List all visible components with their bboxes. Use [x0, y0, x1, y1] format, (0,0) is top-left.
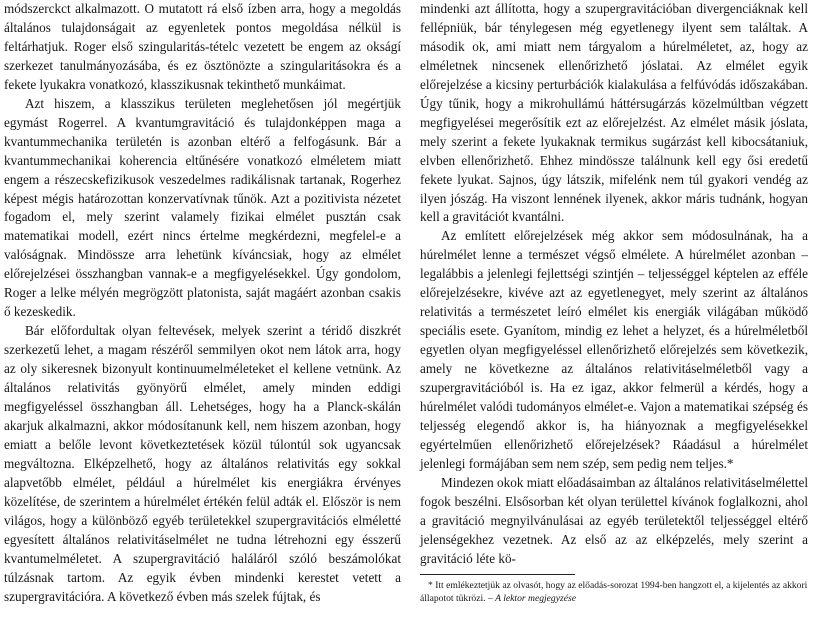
paragraph: Az említett előrejelzések még akkor sem módosulnának, ha a húrelmélet lenne a természet végső elmélete. A húrelmélet azonban – legalábbis a jelenlegi fejlettségi szintjén – teljességgel képtelen az efféle előrejelzésekre, kivéve azt az egyetlenegyet, mely szerint az általános relativitás a természetet leíró elmélet kis energiák világában működő speciális esete. Gyanítom, mindig ez lehet a helyzet, és a húrelméletből egyetlen olyan megfigyeléssel ellenőrizhető előrejelzés sem következik, amely ne következne az általános relativitáselméletből vagy a szupergravitációból is. Ha ez igaz, akkor felmerül a kérdés, hogy a húrelmélet valódi tudományos elmélet-e. Vajon a matematikai szépség és teljesség elegendő akkor is, ha hiányoznak a megfigyelésekkel egyértelműen ellenőrizhető előrejelzések? Ráadásul a húrelmélet jelenlegi formájában sem nem szép, sem pedig nem teljes.* — [420, 228, 808, 471]
paragraph: mindenki azt állította, hogy a szupergravitációban divergenciáknak kell fellépniük, bár ténylegesen még egyetlenegy ilyent sem találtak. A második ok, ami miatt nem tárgyalom a húrelméletet, az, hogy az elméletnek nincsenek ellenőrizhető jóslatai. Az elmélet egyik előrejelzése a kicsiny perturbációk kialakulása a felfúvódás időszakában. Úgy tűnik, hogy a mikrohullámú háttérsugárzás közelmúltban végzett megfigyelései megerősítik ezt az előrejelzést. Az elmélet másik jóslata, mely szerint a fekete lyukaknak termikus sugárzást kell kibocsátaniuk, elvben ellenőrizhető. Ehhez mindössze találnunk kell egy ősi eredetű fekete lyukat. Sajnos, úgy látszik, mifelénk nem túl gyakori vendég az ilyen jószág. Ha viszont lennének ilyenek, akkor máris tudnánk, hogyan kell a gravitációt kvantálni. — [420, 1, 808, 225]
right-text-column — [420, 0, 808, 605]
left-text-column — [4, 0, 401, 607]
footnote-divider — [420, 574, 575, 575]
footnote — [420, 579, 808, 606]
footnote-text: * Itt emlékeztetjük az olvasót, hogy az előadás-sorozat 1994-ben hangzott el, a kijelentés az akkori állapotot tükrözi. – — [420, 579, 808, 604]
paragraph: Mindezen okok miatt előadásaimban az általános relativitáselmélettel fogok beszélni. Elsősorban két olyan területtel kívánok foglalkozni, ahol a gravitáció megnyilvánulásai az egyéb területektől teljességgel eltérő jelenségekhez vezetnek. Az első az az elképzelés, mely szerint a gravitáció léte kö- — [420, 474, 808, 566]
paragraph: Azt hiszem, a klasszikus területen meglehetősen jól megértjük egymást Rogerrel. A kvantumgravitáció és tulajdonképpen maga a kvantummechanika területén is azonban eltérő a felfogásunk. Bár a kvantummechanikai koherencia eltűnésére vonatkozó elméletem miatt engem a részecskefizikusok veszedelmes radikálisnak tartanak, Rogerhez képest mégis határozottan konzervatívnak tűnök. Azt a pozitivista nézetet fogadom el, mely szerint valamely fizikai elmélet pusztán csak matematikai modell, ezért nincs értelme megkérdezni, megfelel-e a valóságnak. Mindössze arra lehetünk kíváncsiak, hogy az elmélet előrejelzései összhangban vannak-e a megfigyelésekkel. Úgy gondolom, Roger a lelke mélyén megrögzött platonista, saját magáért azonban csakis ő kezeskedik. — [4, 95, 401, 320]
footnote-credit: A lektor megjegyzése — [495, 593, 576, 604]
paragraph: módszerckct alkalmazott. O mutatott rá első ízben arra, hogy a megoldás általános tulajdonságait az egyenletek pontos megoldása nélkül is feltárhatjuk. Roger első szingularitás-tételc vezetett be engem az okságí szerkezet tanulmányozásába, és ez ösztönözte a szingularitásokra és a fekete lyukakra vonatkozó, klasszikusnak tekinthető munkáimat. — [4, 1, 401, 92]
paragraph: Bár előfordultak olyan feltevések, melyek szerint a téridő diszkrét szerkezetű lehet, a magam részéről semmilyen okot nem látok arra, hogy az oly sikeresnek bizonyult kontinuumelméleteket el kellene vetnünk. Az általános relativitás gyönyörű elmélet, amely minden eddigi megfigyeléssel összhangban áll. Lehetséges, hogy ha a Planck-skálán akarjuk alkalmazni, akkor módosítanunk kell, nem hiszem azonban, hogy emiatt a belőle levont következtetések közül túlontúl sok ugyancsak megváltozna. Elképzelhető, hogy az általános relativitás egy sokkal alapvetőbb elmélet, például a húrelmélet kis energiákra érvényes közelítése, de szerintem a húrelmélet értékén felül adták el. Először is nem világos, hogy a különböző egyéb területekkel szupergravitációs elméletté egyesített általános relativitáselmélet ne tudna létrehozni egy ésszerű kvantumelméletet. A szupergravitáció haláláról szóló beszámolókat túlzásnak tartom. Az egyik évben mindenki kerestet vetett a szupergravitációra. A következő évben más szelek fújtak, és — [4, 323, 401, 604]
